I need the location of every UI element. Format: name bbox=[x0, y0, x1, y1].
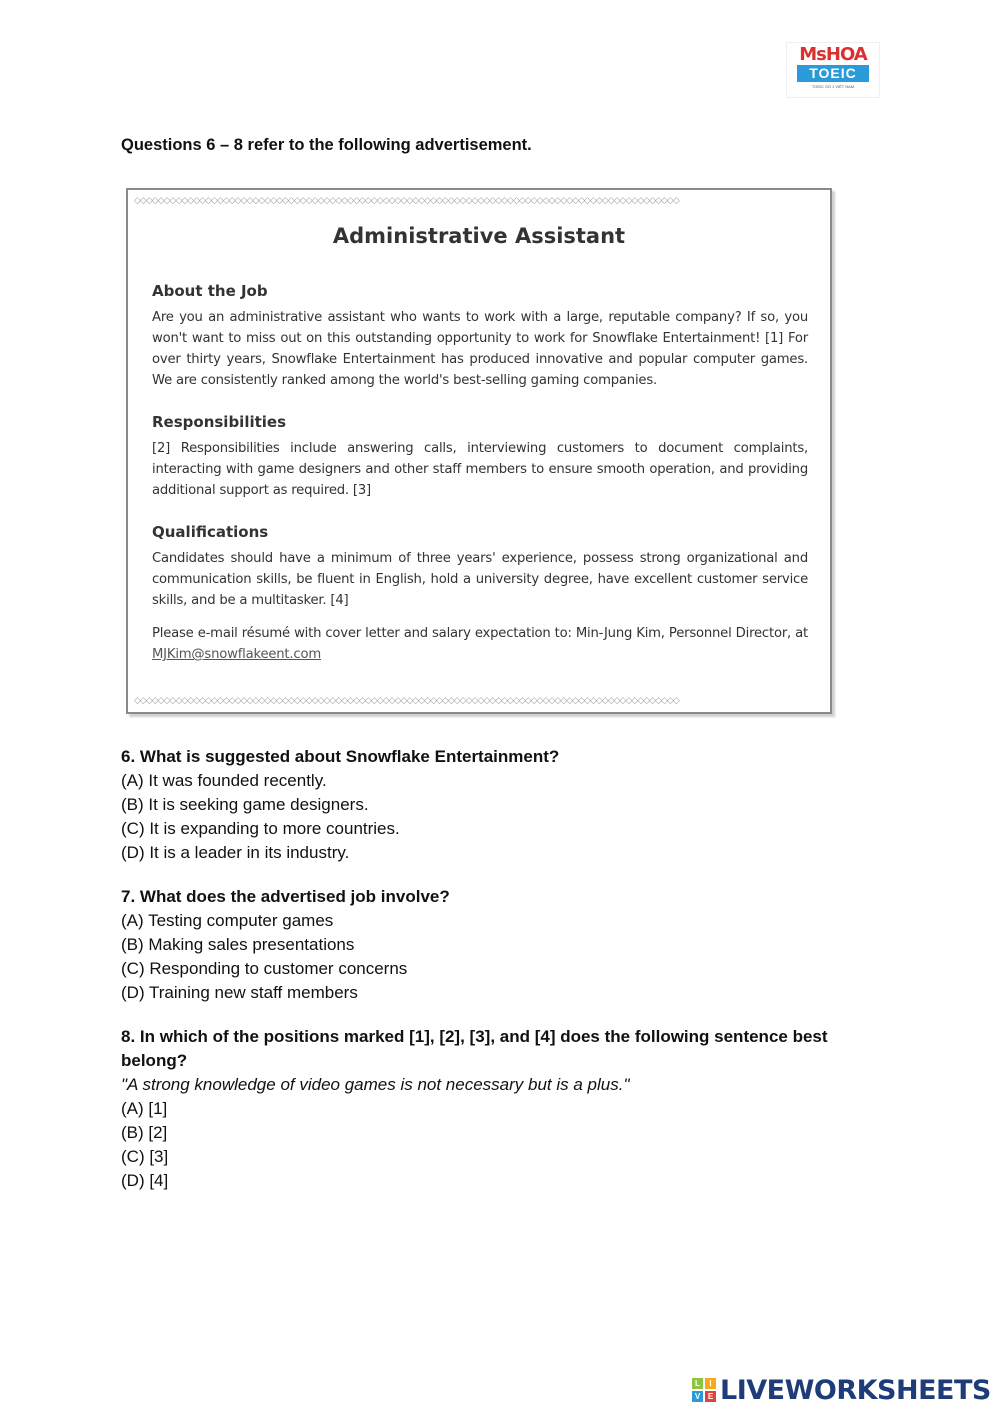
contact-text: Please e-mail résumé with cover letter and salary expectation to: Min-Jung Kim, Personnel Director, at bbox=[152, 626, 808, 641]
contact-email-link[interactable]: MJKim@snowflakeent.com bbox=[152, 647, 321, 662]
block-v: V bbox=[692, 1391, 703, 1402]
option-c[interactable]: (C) Responding to customer concerns bbox=[121, 959, 408, 978]
block-i: I bbox=[705, 1378, 716, 1389]
block-l: L bbox=[692, 1378, 703, 1389]
option-a[interactable]: (A) It was founded recently. bbox=[121, 771, 327, 790]
decorative-border-top: ◇◇◇◇◇◇◇◇◇◇◇◇◇◇◇◇◇◇◇◇◇◇◇◇◇◇◇◇◇◇◇◇◇◇◇◇◇◇◇◇◇◇◇◇◇◇◇◇◇◇◇◇◇◇◇◇◇◇◇◇◇◇◇◇◇◇◇◇◇◇◇◇◇◇◇◇◇◇◇◇◇◇◇◇◇◇◇◇◇◇◇◇ bbox=[134, 196, 679, 206]
question-quote: "A strong knowledge of video games is not necessary but is a plus." bbox=[121, 1075, 630, 1094]
question-stem: 7. What does the advertised job involve? bbox=[121, 887, 450, 906]
liveworksheets-logo bbox=[692, 1376, 991, 1404]
question-6 bbox=[121, 745, 559, 865]
contact-paragraph bbox=[152, 623, 808, 665]
section-heading-about: About the Job bbox=[152, 282, 268, 300]
logo-tagline: TOEIC SỐ 1 VIỆT NAM bbox=[811, 84, 855, 89]
option-b[interactable]: (B) It is seeking game designers. bbox=[121, 795, 369, 814]
decorative-border-bottom: ◇◇◇◇◇◇◇◇◇◇◇◇◇◇◇◇◇◇◇◇◇◇◇◇◇◇◇◇◇◇◇◇◇◇◇◇◇◇◇◇◇◇◇◇◇◇◇◇◇◇◇◇◇◇◇◇◇◇◇◇◇◇◇◇◇◇◇◇◇◇◇◇◇◇◇◇◇◇◇◇◇◇◇◇◇◇◇◇◇◇◇◇ bbox=[134, 696, 679, 706]
section-heading-qualifications: Qualifications bbox=[152, 523, 269, 541]
question-stem: 6. What is suggested about Snowflake Entertainment? bbox=[121, 747, 560, 766]
question-8 bbox=[121, 1025, 861, 1193]
option-d[interactable]: (D) [4] bbox=[121, 1171, 169, 1190]
logo-brand-bottom: TOEIC bbox=[797, 65, 869, 82]
option-c[interactable]: (C) It is expanding to more countries. bbox=[121, 819, 400, 838]
option-b[interactable]: (B) [2] bbox=[121, 1123, 168, 1142]
mshoa-toeic-logo bbox=[786, 42, 880, 98]
advertisement-box bbox=[126, 188, 832, 714]
section-body-qualifications: Candidates should have a minimum of three years' experience, possess strong organizational and communication skills, be fluent in English, hold a university degree, have excellent customer service skills, and be a multitasker. [4] bbox=[152, 551, 808, 608]
logo-brand-top: MsHOA bbox=[799, 44, 867, 65]
liveworksheets-wordmark: LIVEWORKSHEETS bbox=[720, 1374, 991, 1406]
section-heading-responsibilities: Responsibilities bbox=[152, 413, 287, 431]
questions-intro: Questions 6 – 8 refer to the following advertisement. bbox=[121, 136, 532, 154]
live-blocks-icon bbox=[692, 1378, 716, 1402]
option-a[interactable]: (A) [1] bbox=[121, 1099, 168, 1118]
ad-title: Administrative Assistant bbox=[332, 224, 626, 248]
option-b[interactable]: (B) Making sales presentations bbox=[121, 935, 355, 954]
block-e: E bbox=[705, 1391, 716, 1402]
option-d[interactable]: (D) It is a leader in its industry. bbox=[121, 843, 350, 862]
question-7 bbox=[121, 885, 450, 1005]
section-body-about: Are you an administrative assistant who wants to work with a large, reputable company? If so, you won't want to miss out on this outstanding opportunity to work for Snowflake Entertainment! [1] For over thirty years, Snowflake Entertainment has produced innovative and popular computer games. We are consistently ranked among the world's best-selling gaming companies. bbox=[152, 310, 808, 388]
option-a[interactable]: (A) Testing computer games bbox=[121, 911, 334, 930]
question-stem: 8. In which of the positions marked [1], [2], [3], and [4] does the following sentence best belong? bbox=[121, 1027, 828, 1070]
option-d[interactable]: (D) Training new staff members bbox=[121, 983, 358, 1002]
section-body-responsibilities: [2] Responsibilities include answering calls, interviewing customers to document complaints, interacting with game designers and other staff members to ensure smooth operation, and providing additional support as required. [3] bbox=[152, 441, 808, 498]
option-c[interactable]: (C) [3] bbox=[121, 1147, 169, 1166]
